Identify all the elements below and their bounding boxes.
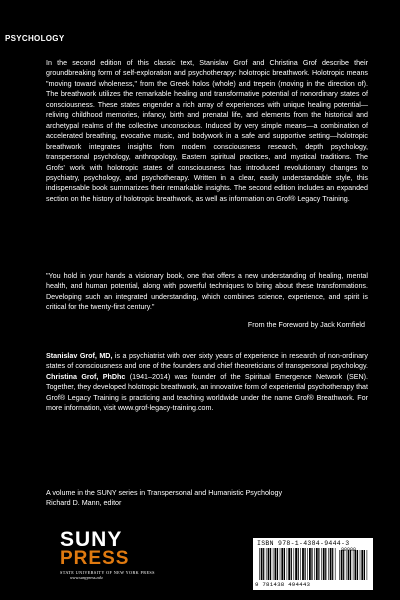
barcode-bar (341, 550, 343, 580)
barcode-bar (318, 548, 319, 580)
isbn-label: ISBN 978-1-4384-9444-3 (257, 540, 350, 547)
barcode-digits: 9 781438 494443 (255, 581, 311, 588)
quote-attribution: From the Foreword by Jack Kornfield (247, 321, 365, 329)
barcode-box (253, 538, 373, 590)
logo-publisher-name: STATE UNIVERSITY OF NEW YORK PRESS (60, 570, 155, 575)
addon-barcode-icon (339, 550, 369, 580)
barcode-bar (360, 550, 361, 580)
logo-press: PRESS (60, 548, 130, 569)
barcode-bar (348, 550, 350, 580)
barcode-bar (275, 548, 277, 580)
book-description: In the second edition of this classic text, Stanislav Grof and Christina Grof describe their groundbreaking form of self-exploration and psychotherapy: holotropic breathwork. Holotropic means "moving toward wholeness," from the Greek holos (whole) and trepein (moving in the direction of). The breathwork utilizes the remarkable healing and transformative potential of nonordinary states of consciousness. These states engender a rich array of experiences with unique healing potential—reliving childhood memories, infancy, birth and prenatal life, and elements from the historical and archetypal realms of the collective unconscious. Induced by very simple means—a combination of accelerated breathing, evocative music, and bodywork in a safe and supportive setting—holotropic breathwork integrates insights from modern consciousness research, depth psychology, transpersonal psychology, anthropology, Eastern spiritual practices, and mystical traditions. The Grofs' work with holotropic states of consciousness has introduced revolutionary changes to psychiatry, psychology, and psychotherapy. Written in a clear, easily understandable style, this indispensable book summarizes their remarkable insights. The second edition includes an expanded section on the history of holotropic breathwork, as well as information on Grof® Legacy Training. (46, 59, 368, 203)
barcode-bar (364, 550, 365, 580)
barcode-bar (268, 548, 270, 580)
barcode-bar (280, 548, 281, 580)
barcode-bar (367, 550, 368, 580)
bio-text-stanislav: is a psychiatrist with over sixty years of experience in research of non-ordinary states of consciousness and one of the founders and chief theoreticians of transpersonal psychology. (46, 352, 368, 371)
barcode-bar (300, 548, 301, 580)
barcode-bar (328, 548, 329, 580)
barcode-bar (350, 550, 351, 580)
barcode-bar (316, 548, 318, 580)
barcode-bar (314, 548, 315, 580)
barcode-bar (325, 548, 326, 580)
barcode-bar (284, 548, 285, 580)
barcode-bar (309, 548, 311, 580)
editor-line: Richard D. Mann, editor (46, 499, 122, 507)
barcode-bar (298, 548, 299, 580)
barcode-bar (273, 548, 274, 580)
series-info (46, 488, 346, 508)
barcode-bar (353, 550, 354, 580)
barcode-bar (270, 548, 271, 580)
author-bio (46, 351, 368, 414)
barcode-bar (259, 548, 260, 580)
barcode-bar (335, 548, 336, 580)
barcode-bar (357, 550, 358, 580)
barcode-bar (321, 548, 322, 580)
series-line: A volume in the SUNY series in Transpersonal and Humanistic Psychology (46, 489, 283, 497)
barcode-bar (295, 548, 297, 580)
barcode-bar (323, 548, 325, 580)
barcode-bars-icon (259, 548, 337, 580)
barcode-bar (291, 548, 292, 580)
barcode-bar (288, 548, 290, 580)
author-name-stanislav: Stanislav Grof, MD, (46, 352, 113, 360)
barcode-bar (266, 548, 267, 580)
bio-text-christina: (1941–2014) was founder of the Spiritual Emergence Network (SEN). Together, they developed holotropic breathwork, an innovative form of experiential psychotherapy that Grof® Legacy Training is practicing and teaching worldwide under the name Grof® Breathwork. For more information, visit www.grof-legacy-training.com. (46, 372, 368, 413)
author-name-christina: Christina Grof, PhDhc (46, 372, 126, 381)
barcode-bar (263, 548, 264, 580)
barcode-bar (294, 548, 295, 580)
logo-url: www.sunypress.edu (70, 575, 103, 580)
barcode-bar (355, 550, 357, 580)
category-label: PSYCHOLOGY (5, 34, 65, 43)
logo-suny: SUNY (60, 528, 123, 551)
barcode-bar (332, 548, 333, 580)
publisher-logo (60, 530, 155, 580)
barcode-bar (330, 548, 332, 580)
barcode-bar (302, 548, 304, 580)
barcode-bar (311, 548, 312, 580)
barcode-bar (361, 550, 363, 580)
barcode-bar (346, 550, 347, 580)
barcode-bar (305, 548, 306, 580)
barcode-bar (339, 550, 340, 580)
barcode-bar (307, 548, 308, 580)
barcode-bar (343, 550, 344, 580)
barcode-bar (287, 548, 288, 580)
barcode-bar (261, 548, 263, 580)
foreword-quote: "You hold in your hands a visionary book, one that offers a new understanding of healing, mental health, and human potential, along with powerful techniques to bring about these transformations. Developing such an integrated understanding, which combines science, experience, and spirit is critical for the twenty-first century." (46, 272, 368, 312)
barcode-bar (281, 548, 283, 580)
barcode-bar (277, 548, 278, 580)
